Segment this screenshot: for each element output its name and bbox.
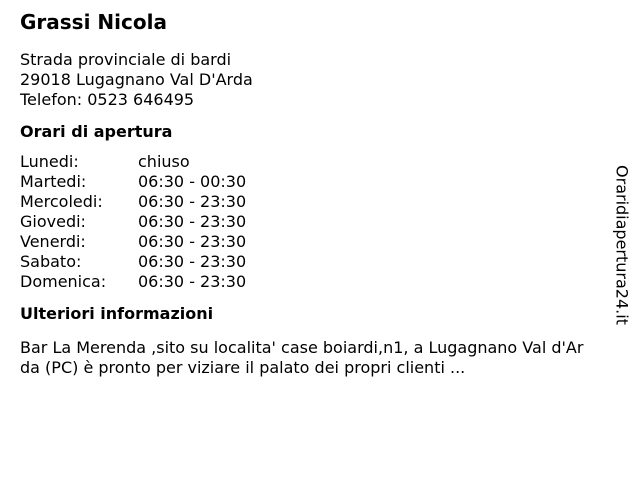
day-label: Domenica: [20, 272, 107, 291]
more-info-title: Ulteriori informazioni [20, 304, 214, 323]
hours-row-tuesday [20, 172, 595, 192]
address-block [20, 50, 595, 110]
business-name: Grassi Nicola [20, 10, 167, 34]
business-card [20, 8, 595, 378]
day-label: Venerdi: [20, 232, 86, 251]
day-label: Sabato: [20, 252, 82, 271]
more-info-text: Bar La Merenda ,sito su localita' case boiardi,n1, a Lugagnano Val d'Arda (PC) è pronto per viziare il palato dei propri clienti ... [20, 338, 584, 377]
site-watermark: Oraridiapertura24.it [612, 165, 632, 325]
address-city: 29018 Lugagnano Val D'Arda [20, 70, 253, 89]
hours-row-thursday [20, 212, 595, 232]
day-hours: 06:30 - 23:30 [138, 192, 247, 211]
phone-number: Telefon: 0523 646495 [20, 90, 195, 109]
address-street: Strada provinciale di bardi [20, 50, 232, 69]
day-label: Giovedi: [20, 212, 86, 231]
day-label: Martedi: [20, 172, 87, 191]
day-hours: 06:30 - 23:30 [138, 252, 247, 271]
hours-row-wednesday [20, 192, 595, 212]
day-hours: 06:30 - 23:30 [138, 232, 247, 251]
opening-hours-table [20, 152, 595, 292]
day-hours: 06:30 - 23:30 [138, 212, 247, 231]
opening-hours-title: Orari di apertura [20, 122, 173, 141]
hours-row-sunday [20, 272, 595, 292]
day-hours: 06:30 - 00:30 [138, 172, 247, 191]
hours-row-monday [20, 152, 595, 172]
hours-row-saturday [20, 252, 595, 272]
hours-row-friday [20, 232, 595, 252]
day-hours: 06:30 - 23:30 [138, 272, 247, 291]
day-label: Mercoledi: [20, 192, 103, 211]
day-hours: chiuso [138, 152, 190, 171]
day-label: Lunedi: [20, 152, 79, 171]
